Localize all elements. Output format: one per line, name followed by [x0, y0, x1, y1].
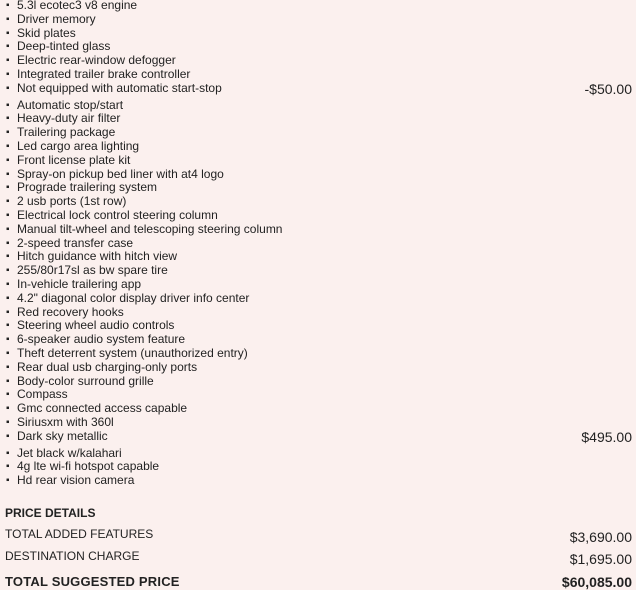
feature-label: Electric rear-window defogger	[17, 53, 176, 68]
bullet-icon: ▪	[6, 389, 10, 401]
destination-charge-row	[5, 544, 632, 566]
feature-label: Body-color surround grille	[17, 373, 154, 388]
bullet-icon: ▪	[6, 278, 10, 290]
feature-label: Hitch guidance with hitch view	[17, 249, 178, 264]
feature-item	[0, 0, 636, 13]
feature-label: 4.2" diagonal color display driver info center	[17, 290, 250, 305]
feature-item	[0, 82, 636, 99]
bullet-icon: ▪	[6, 82, 10, 94]
feature-label: Steering wheel audio controls	[17, 318, 175, 333]
feature-item	[0, 126, 636, 140]
feature-label: Jet black w/kalahari	[17, 445, 122, 460]
feature-price: -$50.00	[584, 80, 632, 97]
feature-price: $495.00	[581, 428, 632, 445]
feature-item	[0, 402, 636, 416]
feature-label: Gmc connected access capable	[17, 401, 188, 416]
feature-item	[0, 306, 636, 320]
feature-item	[0, 99, 636, 113]
feature-label: 5.3l ecotec3 v8 engine	[17, 0, 138, 12]
feature-label: Prograde trailering system	[17, 180, 158, 195]
feature-item	[0, 209, 636, 223]
feature-label: Hd rear vision camera	[17, 473, 135, 488]
bullet-icon: ▪	[6, 447, 10, 459]
destination-charge-value: $1,695.00	[569, 551, 632, 567]
feature-label: Red recovery hooks	[17, 304, 124, 319]
feature-label: 6-speaker audio system feature	[17, 332, 186, 347]
feature-item	[0, 319, 636, 333]
feature-item	[0, 474, 636, 488]
bullet-icon: ▪	[6, 347, 10, 359]
feature-label: In-vehicle trailering app	[17, 276, 142, 291]
feature-item	[0, 223, 636, 237]
feature-label: Automatic stop/start	[17, 97, 124, 112]
bullet-icon: ▪	[6, 223, 10, 235]
total-suggested-price-value: $60,085.00	[561, 574, 632, 590]
bullet-icon: ▪	[6, 196, 10, 208]
bullet-icon: ▪	[6, 0, 10, 11]
bullet-icon: ▪	[6, 430, 10, 442]
bullet-icon: ▪	[6, 99, 10, 111]
feature-item	[0, 40, 636, 54]
feature-item	[0, 278, 636, 292]
feature-label: Rear dual usb charging-only ports	[17, 359, 198, 374]
bullet-icon: ▪	[6, 113, 10, 125]
bullet-icon: ▪	[6, 475, 10, 487]
bullet-icon: ▪	[6, 292, 10, 304]
feature-label: Siriusxm with 360l	[17, 414, 114, 429]
feature-item	[0, 181, 636, 195]
feature-item	[0, 347, 636, 361]
destination-charge-label: DESTINATION CHARGE	[5, 549, 140, 563]
bullet-icon: ▪	[6, 306, 10, 318]
feature-label: Spray-on pickup bed liner with at4 logo	[17, 166, 224, 181]
feature-label: Trailering package	[17, 125, 116, 140]
feature-label: Heavy-duty air filter	[17, 111, 121, 126]
feature-item	[0, 388, 636, 402]
feature-item	[0, 68, 636, 82]
feature-label: Led cargo area lighting	[17, 138, 140, 153]
bullet-icon: ▪	[6, 334, 10, 346]
total-suggested-price-label: TOTAL SUGGESTED PRICE	[5, 574, 180, 589]
total-added-features-value: $3,690.00	[569, 529, 632, 545]
feature-label: Manual tilt-wheel and telescoping steering column	[17, 221, 283, 236]
feature-label: Compass	[17, 387, 68, 402]
total-suggested-price-row	[5, 566, 632, 588]
feature-item	[0, 237, 636, 251]
feature-item	[0, 154, 636, 168]
bullet-icon: ▪	[6, 403, 10, 415]
feature-item	[0, 361, 636, 375]
feature-item	[0, 195, 636, 209]
feature-label: 2-speed transfer case	[17, 235, 134, 250]
feature-item	[0, 416, 636, 430]
bullet-icon: ▪	[6, 416, 10, 428]
bullet-icon: ▪	[6, 375, 10, 387]
bullet-icon: ▪	[6, 265, 10, 277]
feature-item	[0, 375, 636, 389]
total-added-features-row	[5, 522, 632, 544]
bullet-icon: ▪	[6, 237, 10, 249]
feature-item	[0, 264, 636, 278]
bullet-icon: ▪	[6, 140, 10, 152]
total-added-features-label: TOTAL ADDED FEATURES	[5, 527, 154, 541]
bullet-icon: ▪	[6, 55, 10, 67]
feature-item	[0, 430, 636, 447]
feature-label: Theft deterrent system (unauthorized entry)	[17, 345, 248, 360]
bullet-icon: ▪	[6, 68, 10, 80]
feature-label: 4g lte wi-fi hotspot capable	[17, 459, 160, 474]
feature-item	[0, 140, 636, 154]
bullet-icon: ▪	[6, 154, 10, 166]
feature-item	[0, 54, 636, 68]
feature-label: Deep-tinted glass	[17, 39, 111, 54]
feature-label: Dark sky metallic	[17, 428, 108, 443]
feature-label: Driver memory	[17, 11, 96, 26]
bullet-icon: ▪	[6, 251, 10, 263]
feature-item	[0, 292, 636, 306]
bullet-icon: ▪	[6, 168, 10, 180]
bullet-icon: ▪	[6, 182, 10, 194]
feature-item	[0, 112, 636, 126]
bullet-icon: ▪	[6, 209, 10, 221]
bullet-icon: ▪	[6, 41, 10, 53]
feature-label: Electrical lock control steering column	[17, 207, 218, 222]
feature-item	[0, 13, 636, 27]
feature-label: Not equipped with automatic start-stop	[17, 80, 222, 95]
feature-item	[0, 333, 636, 347]
bullet-icon: ▪	[6, 13, 10, 25]
feature-label: 255/80r17sl as bw spare tire	[17, 263, 168, 278]
feature-label: Front license plate kit	[17, 152, 131, 167]
feature-item	[0, 460, 636, 474]
bullet-icon: ▪	[6, 320, 10, 332]
price-details-heading: PRICE DETAILS	[5, 506, 96, 520]
feature-item	[0, 168, 636, 182]
feature-item	[0, 27, 636, 41]
feature-label: Skid plates	[17, 25, 76, 40]
feature-item	[0, 447, 636, 461]
bullet-icon: ▪	[6, 127, 10, 139]
bullet-icon: ▪	[6, 361, 10, 373]
bullet-icon: ▪	[6, 461, 10, 473]
price-details-section	[5, 504, 632, 588]
bullet-icon: ▪	[6, 27, 10, 39]
feature-label: Integrated trailer brake controller	[17, 66, 191, 81]
feature-item	[0, 250, 636, 264]
feature-label: 2 usb ports (1st row)	[17, 194, 127, 209]
